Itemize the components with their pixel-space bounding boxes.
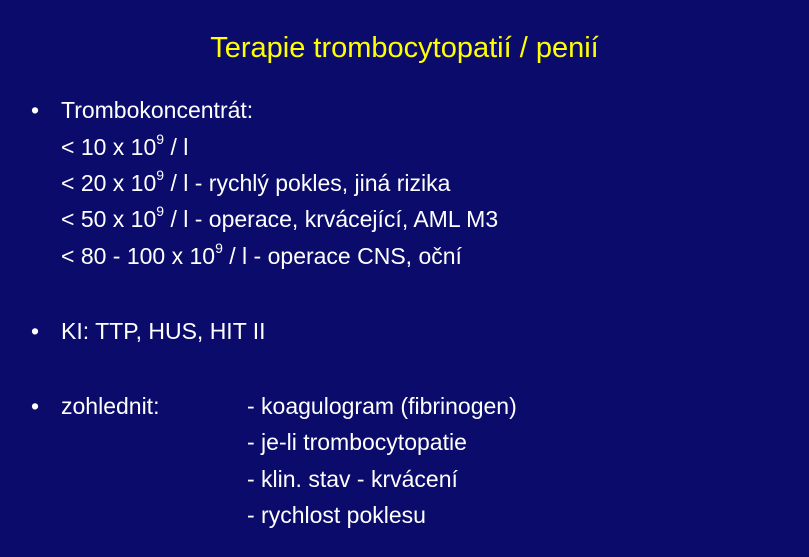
bullet-marker: • bbox=[31, 318, 40, 344]
threshold-line-2 bbox=[61, 169, 450, 198]
consider-item-4: - rychlost poklesu bbox=[247, 502, 426, 528]
consider-item-2: - je-li trombocytopatie bbox=[247, 429, 467, 455]
consider-item-1: - koagulogram (fibrinogen) bbox=[247, 393, 517, 419]
threshold-line-1-sup: 9 bbox=[156, 131, 165, 148]
threshold-line-2-post: / l - rychlý pokles, jiná rizika bbox=[164, 170, 451, 196]
threshold-line-4-post: / l - operace CNS, oční bbox=[222, 243, 462, 269]
threshold-line-4 bbox=[61, 242, 462, 271]
bullet-label-ki: KI: TTP, HUS, HIT II bbox=[61, 318, 266, 344]
threshold-line-4-pre: < 80 - 100 x 10 bbox=[61, 243, 216, 269]
threshold-line-2-sup: 9 bbox=[156, 167, 165, 184]
threshold-line-3-sup: 9 bbox=[156, 203, 165, 220]
threshold-line-1 bbox=[61, 133, 188, 162]
threshold-line-3 bbox=[61, 205, 498, 234]
threshold-line-3-post: / l - operace, krvácející, AML M3 bbox=[164, 206, 499, 232]
threshold-line-1-post: / l bbox=[164, 134, 189, 160]
bullet-marker: • bbox=[31, 97, 40, 123]
consider-item-3: - klin. stav - krvácení bbox=[247, 466, 458, 492]
bullet-label-zohlednit: zohlednit: bbox=[61, 393, 160, 419]
slide-title: Terapie trombocytopatií / penií bbox=[210, 32, 599, 64]
threshold-line-4-sup: 9 bbox=[215, 240, 223, 257]
bullet-marker: • bbox=[31, 393, 40, 419]
threshold-line-3-pre: < 50 x 10 bbox=[61, 206, 157, 232]
threshold-line-2-pre: < 20 x 10 bbox=[61, 170, 157, 196]
threshold-line-1-pre: < 10 x 10 bbox=[61, 134, 157, 160]
bullet-label-trombokoncentrat: Trombokoncentrát: bbox=[61, 97, 254, 123]
